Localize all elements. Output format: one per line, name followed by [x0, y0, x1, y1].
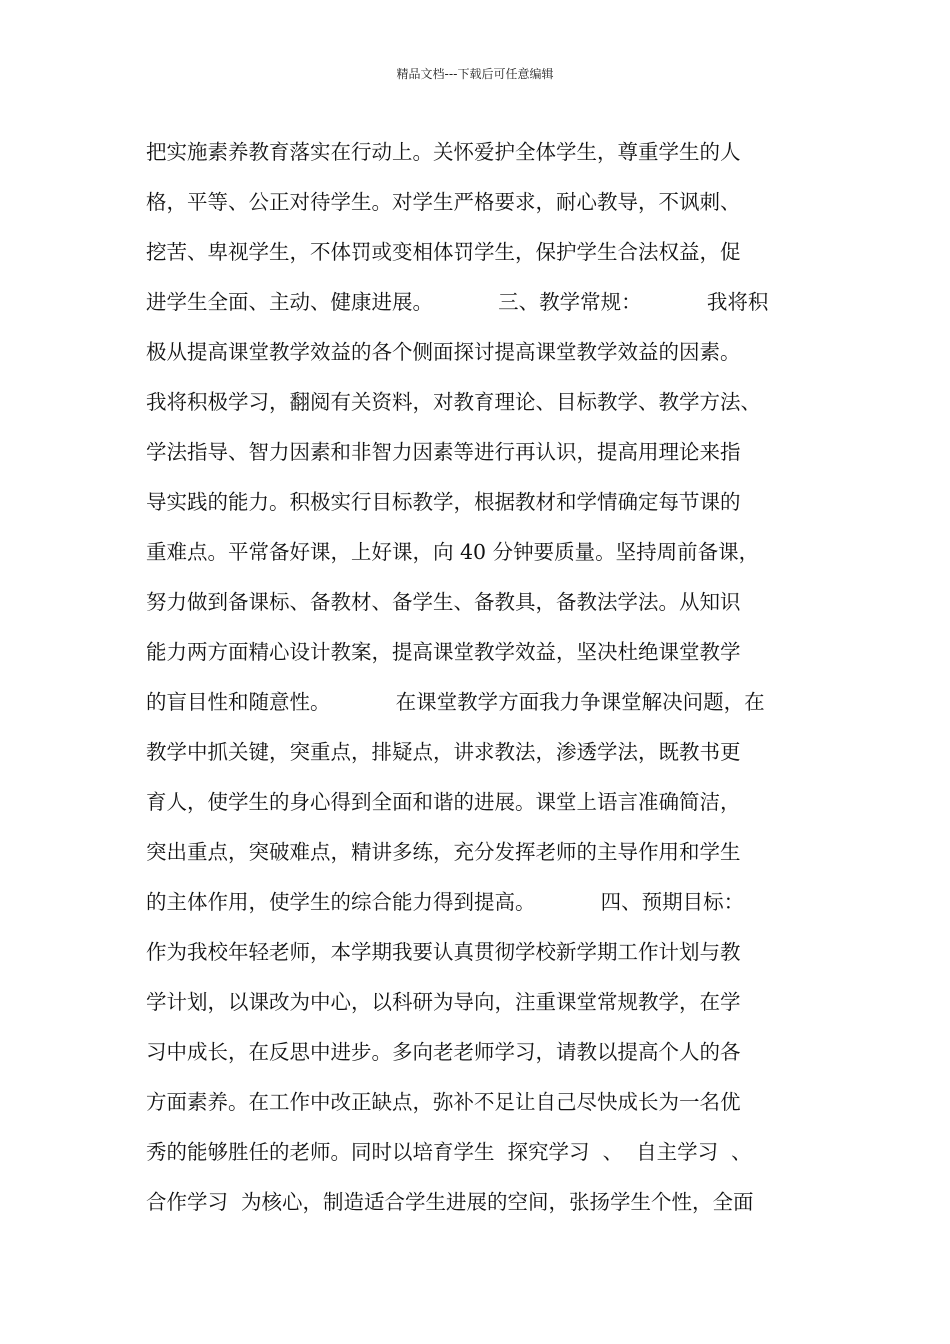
text-line-3: 挖苦、卑视学生，不体罚或变相体罚学生，保护学生合法权益，促 — [146, 240, 741, 264]
text-line-22: 合作学习 为核心，制造适合学生进展的空间，张扬学生个性，全面 — [146, 1190, 754, 1214]
page-header: 精品文档---下载后可任意编辑 — [396, 67, 554, 81]
text-line-7: 学法指导、智力因素和非智力因素等进行再认识，提高用理论来指 — [146, 440, 741, 464]
text-line-6: 我将积极学习，翻阅有关资料，对教育理论、目标教学、教学方法、 — [146, 390, 761, 414]
text-line-5: 极从提高课堂教学效益的各个侧面探讨提高课堂教学效益的因素。 — [146, 340, 741, 364]
text-line-2: 格，平等、公正对待学生。对学生严格要求，耐心教导，不讽刺、 — [146, 190, 741, 214]
text-line-20: 方面素养。在工作中改正缺点，弥补不足让自己尽快成长为一名优 — [146, 1090, 741, 1114]
text-line-12: 的盲目性和随意性。 在课堂教学方面我力争课堂解决问题，在 — [146, 690, 765, 714]
text-line-18: 学计划，以课改为中心，以科研为导向，注重课堂常规教学，在学 — [146, 990, 741, 1014]
text-line-13: 教学中抓关键，突重点，排疑点，讲求教法，渗透学法，既教书更 — [146, 740, 741, 764]
text-line-4: 进学生全面、主动、健康进展。 三、教学常规： 我将积 — [146, 290, 769, 314]
text-line-1: 把实施素养教育落实在行动上。关怀爱护全体学生，尊重学生的人 — [146, 140, 741, 164]
text-line-19: 习中成长，在反思中进步。多向老老师学习，请教以提高个人的各 — [146, 1040, 741, 1064]
text-line-9: 重难点。平常备好课，上好课，向 40 分钟要质量。坚持周前备课， — [146, 540, 760, 564]
text-line-21: 秀的能够胜任的老师。同时以培育学生 探究学习 、 自主学习 、 — [146, 1140, 752, 1164]
text-line-11: 能力两方面精心设计教案，提高课堂教学效益，坚决杜绝课堂教学 — [146, 640, 741, 664]
text-line-8: 导实践的能力。积极实行目标教学，根据教材和学情确定每节课的 — [146, 490, 741, 514]
text-line-16: 的主体作用，使学生的综合能力得到提高。 四、预期目标： — [146, 890, 745, 914]
text-line-10: 努力做到备课标、备教材、备学生、备教具，备教法学法。从知识 — [146, 590, 741, 614]
text-line-14: 育人，使学生的身心得到全面和谐的进展。课堂上语言准确简洁， — [146, 790, 741, 814]
text-line-17: 作为我校年轻老师，本学期我要认真贯彻学校新学期工作计划与教 — [146, 940, 741, 964]
text-line-15: 突出重点，突破难点，精讲多练，充分发挥老师的主导作用和学生 — [146, 840, 741, 864]
